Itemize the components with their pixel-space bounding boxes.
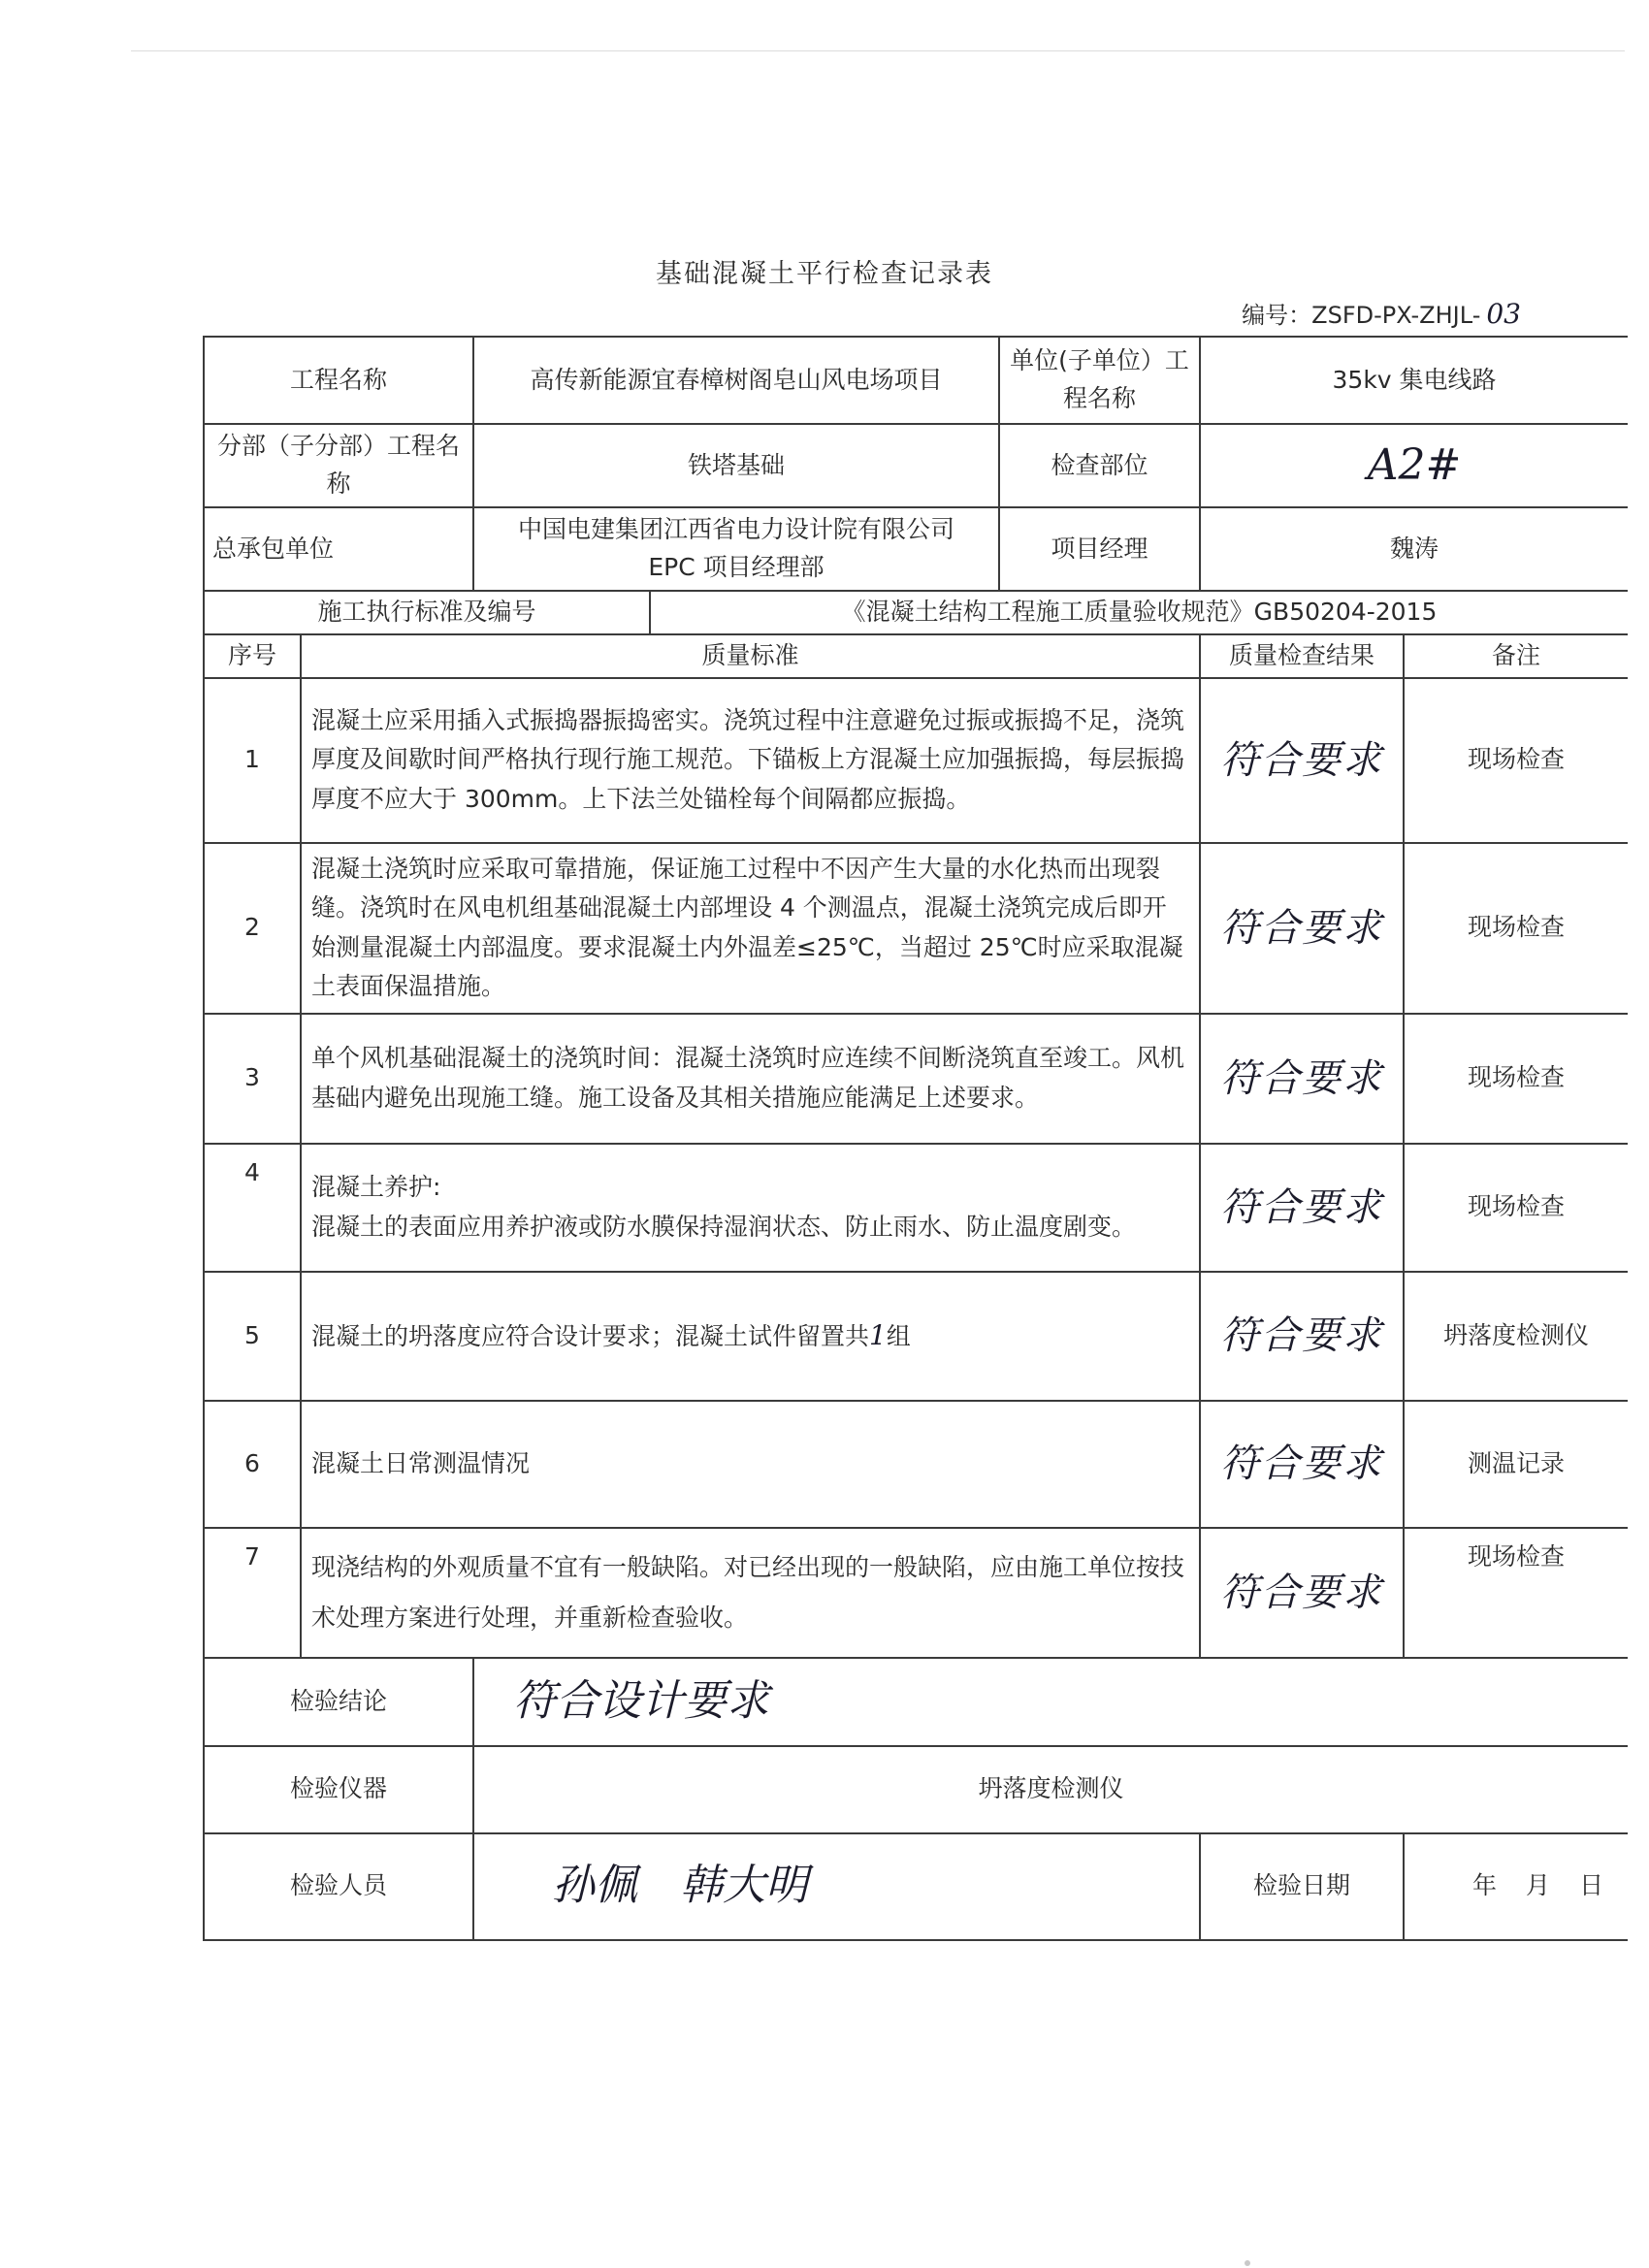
row-remark: 现场检查	[1404, 1014, 1628, 1144]
col-header-result: 质量检查结果	[1200, 634, 1404, 678]
instrument-value: 坍落度检测仪	[473, 1746, 1628, 1833]
manager-value: 魏涛	[1200, 507, 1628, 591]
specimen-count-handwritten: 1	[869, 1319, 887, 1352]
row-result	[1200, 1144, 1404, 1272]
project-value: 高传新能源宜春樟树阁皂山风电场项目	[473, 337, 999, 424]
row-no: 6	[204, 1401, 301, 1528]
date-month: 月	[1526, 1871, 1551, 1900]
date-value	[1404, 1833, 1628, 1940]
row-standard-text	[301, 1144, 1200, 1272]
row-project	[204, 337, 1628, 424]
row-remark: 现场检查	[1404, 678, 1628, 843]
row-remark: 测温记录	[1404, 1401, 1628, 1528]
table-row	[204, 678, 1628, 843]
row-standard-text: 现浇结构的外观质量不宜有一般缺陷。对已经出现的一般缺陷，应由施工单位按技术处理方案进行处理，并重新检查验收。	[301, 1528, 1200, 1658]
inspector-names	[473, 1833, 1200, 1940]
project-label: 工程名称	[204, 337, 473, 424]
row-result	[1200, 1401, 1404, 1528]
row-no: 1	[204, 678, 301, 843]
row-standard	[204, 591, 1628, 634]
result-handwritten: 符合要求	[1220, 1442, 1384, 1486]
document-title: 基础混凝土平行检查记录表	[656, 259, 993, 289]
row-no: 3	[204, 1014, 301, 1144]
row-standard-text: 混凝土浇筑时应采取可靠措施，保证施工过程中不因产生大量的水化热而出现裂缝。浇筑时在风电机组基础混凝土内部埋设 4 个测温点，混凝土浇筑完成后即开始测量混凝土内部温度。要求混凝土内外温差≤25℃，当超过 25℃时应采取混凝土表面保温措施。	[301, 843, 1200, 1014]
standard-value: 《混凝土结构工程施工质量验收规范》GB50204-2015	[650, 591, 1628, 634]
table-row	[204, 1144, 1628, 1272]
document-code	[1242, 296, 1521, 330]
result-handwritten: 符合要求	[1220, 1184, 1384, 1230]
row-standard-text: 单个风机基础混凝土的浇筑时间：混凝土浇筑时应连续不间断浇筑直至竣工。风机基础内避免出现施工缝。施工设备及其相关措施应能满足上述要求。	[301, 1014, 1200, 1144]
row-result	[1200, 678, 1404, 843]
row-conclusion	[204, 1658, 1628, 1746]
row-result	[1200, 1014, 1404, 1144]
code-value: ZSFD-PX-ZHJL-	[1311, 302, 1481, 329]
row-standard-text	[301, 1272, 1200, 1401]
row-standard-heading: 混凝土养护:	[311, 1173, 441, 1201]
part-value	[1200, 424, 1628, 507]
code-handwritten: 03	[1486, 298, 1521, 330]
row-standard-text: 混凝土应采用插入式振捣器振捣密实。浇筑过程中注意避免过振或振捣不足，浇筑厚度及间歇时间严格执行现行施工规范。下锚板上方混凝土应加强振捣，每层振捣厚度不应大于 300mm。上下法兰处锚栓每个间隔都应振捣。	[301, 678, 1200, 843]
contractor-dept: EPC 项目经理部	[648, 553, 824, 581]
code-label: 编号：	[1242, 302, 1312, 329]
row-standard-text: 混凝土日常测温情况	[301, 1401, 1200, 1528]
contractor-label: 总承包单位	[204, 507, 473, 591]
row-result	[1200, 1272, 1404, 1401]
table-row	[204, 1401, 1628, 1528]
row-result	[1200, 843, 1404, 1014]
column-header-row	[204, 634, 1628, 678]
result-handwritten: 符合要求	[1220, 1570, 1384, 1615]
subproject-label: 分部（子分部）工程名称	[204, 424, 473, 507]
row-no: 2	[204, 843, 301, 1014]
instrument-label: 检验仪器	[204, 1746, 473, 1833]
result-handwritten: 符合要求	[1220, 1055, 1384, 1101]
inspector-label: 检验人员	[204, 1833, 473, 1940]
table-row	[204, 843, 1628, 1014]
row-no: 4	[204, 1144, 301, 1272]
table-row	[204, 1528, 1628, 1658]
row-instrument	[204, 1746, 1628, 1833]
conclusion-value	[473, 1658, 1628, 1746]
result-handwritten: 符合要求	[1220, 905, 1384, 951]
row-standard-body: 混凝土的表面应用养护液或防水膜保持湿润状态、防止雨水、防止温度剧变。	[311, 1212, 1137, 1241]
date-day: 日	[1579, 1871, 1604, 1900]
result-handwritten: 符合要求	[1220, 737, 1384, 783]
col-header-remark: 备注	[1404, 634, 1628, 678]
row-remark: 现场检查	[1404, 1528, 1628, 1658]
part-handwritten: A2#	[1367, 439, 1462, 490]
inspection-record-table	[203, 336, 1628, 1941]
row-remark: 现场检查	[1404, 843, 1628, 1014]
result-handwritten: 符合要求	[1220, 1313, 1384, 1358]
row-standard-unit: 组	[886, 1322, 911, 1351]
contractor-value	[473, 507, 999, 591]
row-standard-main: 混凝土的坍落度应符合设计要求；混凝土试件留置共	[311, 1322, 870, 1351]
unit-label: 单位(子单位）工程名称	[999, 337, 1200, 424]
row-result	[1200, 1528, 1404, 1658]
unit-value: 35kv 集电线路	[1200, 337, 1628, 424]
row-contractor	[204, 507, 1628, 591]
date-year: 年	[1472, 1871, 1498, 1900]
row-inspector	[204, 1833, 1628, 1940]
contractor-name: 中国电建集团江西省电力设计院有限公司	[518, 515, 955, 544]
row-subproject	[204, 424, 1628, 507]
row-no: 7	[204, 1528, 301, 1658]
table-row	[204, 1014, 1628, 1144]
conclusion-handwritten: 符合设计要求	[513, 1675, 770, 1726]
row-remark: 坍落度检测仪	[1404, 1272, 1628, 1401]
col-header-standard: 质量标准	[301, 634, 1200, 678]
date-label: 检验日期	[1200, 1833, 1404, 1940]
inspector-signatures: 孙佩 韩大明	[552, 1861, 809, 1911]
part-label: 检查部位	[999, 424, 1200, 507]
conclusion-label: 检验结论	[204, 1658, 473, 1746]
manager-label: 项目经理	[999, 507, 1200, 591]
table-row	[204, 1272, 1628, 1401]
col-header-no: 序号	[204, 634, 301, 678]
standard-label: 施工执行标准及编号	[204, 591, 650, 634]
row-remark: 现场检查	[1404, 1144, 1628, 1272]
row-no: 5	[204, 1272, 301, 1401]
scan-speck	[1245, 2260, 1250, 2266]
subproject-value: 铁塔基础	[473, 424, 999, 507]
scan-top-edge	[131, 50, 1625, 51]
